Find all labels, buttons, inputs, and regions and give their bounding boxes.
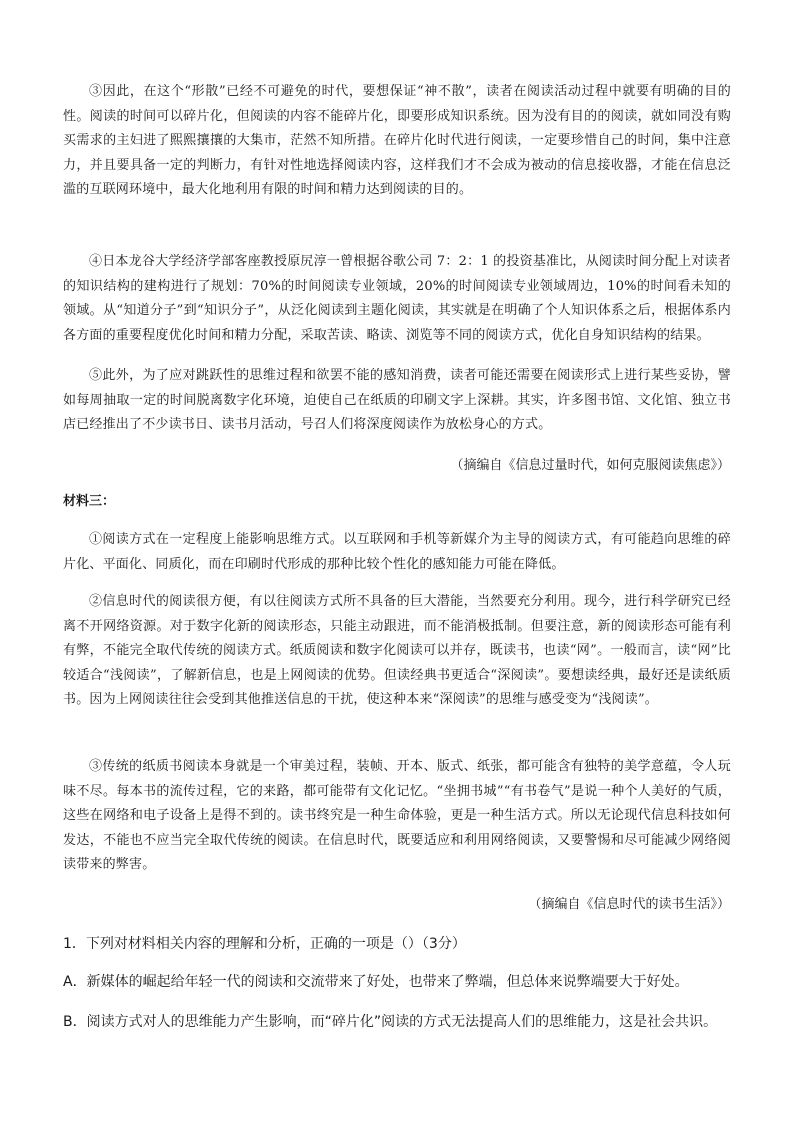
section-heading-material3: 材料三：: [63, 494, 116, 509]
paragraph-m3-3: ③传统的纸质书阅读本身就是一个审美过程，装帧、开本、版式、纸张，都可能含有独特的美学意蕴，令人玩味不尽。每本书的流传过程，它的来路，都可能带有文化记忆。“坐拥书城”“有书卷气”是说一种个人美好的气质，这些在网络和电子设备上是得不到的。读书终究是一种生命体验，更是一种生活方式。所以无论现代信息科技如何发达，不能也不应当完全取代传统的阅读。在信息时代，既要适应和利用网络阅读，又要警惕和尽可能减少网络阅读带来的弊害。: [63, 759, 731, 873]
paragraph-m2-5: ⑤此外，为了应对跳跃性的思维过程和欲罢不能的感知消费，读者可能还需要在阅读形式上进行某些妥协，譬如每周抽取一定的时间脱离数字化环境，迫使自己在纸质的印刷文字上深耕。其实，许多图书馆、文化馆、独立书店已经推出了不少读书日、读书月活动，号召人们将深度阅读作为放松身心的方式。: [63, 368, 731, 433]
question-stem: 1．下列对材料相关内容的理解和分析，正确的一项是（）（3分）: [63, 936, 466, 952]
option-b: B．阅读方式对人的思维能力产生影响，而“碎片化”阅读的方式无法提高人们的思维能力，这是社会共识。: [63, 1014, 718, 1030]
paragraph-m2-3: ③因此，在这个“形散”已经不可避免的时代，要想保证“神不散”，读者在阅读活动过程中就要有明确的目的性。阅读的时间可以碎片化，但阅读的内容不能碎片化，即要形成知识系统。因为没有目的的阅读，就如同没有购买需求的主妇进了熙熙攘攘的大集市，茫然不知所措。在碎片化时代进行阅读，一定要珍惜自己的时间，集中注意力，并且要具备一定的判断力，有针对性地选择阅读内容，这样我们才不会成为被动的信息接收器，才能在信息泛滥的互联网环境中，最大化地利用有限的时间和精力达到阅读的目的。: [63, 84, 731, 198]
source-citation-m2: （摘编自《信息过量时代，如何克服阅读焦虑》）: [450, 458, 730, 473]
option-a: A．新媒体的崛起给年轻一代的阅读和交流带来了好处，也带来了弊端，但总体来说弊端要大于好处。: [63, 974, 689, 990]
source-citation-m3: （摘编自《信息时代的读书生活》）: [528, 897, 730, 912]
paragraph-m3-2: ②信息时代的阅读很方便，有以往阅读方式所不具备的巨大潜能，当然要充分利用。现今，进行科学研究已经离不开网络资源。对于数字化新的阅读形态，只能主动跟进，而不能消极抵制。但要注意，新的阅读形态可能有利有弊，不能完全取代传统的阅读方式。纸质阅读和数字化阅读可以并存，既读书，也读“网”。一般而言，读“网”比较适合“浅阅读”，了解新信息，也是上网阅读的优势。但读经典书更适合“深阅读”。要想读经典，最好还是读纸质书。因为上网阅读往往会受到其他推送信息的干扰，使这种本来“深阅读”的思维与感受变为“浅阅读”。: [63, 594, 731, 708]
paragraph-m3-1: ①阅读方式在一定程度上能影响思维方式。以互联网和手机等新媒介为主导的阅读方式，有可能趋向思维的碎片化、平面化、同质化，而在印刷时代形成的那种比较个性化的感知能力可能在降低。: [63, 532, 731, 572]
paragraph-m2-4: ④日本龙谷大学经济学部客座教授原尻淳一曾根据谷歌公司 7：2：1 的投资基准比，从阅读时间分配上对读者的知识结构的建构进行了规划：70%的时间阅读专业领域，20%的时间阅读专业领域周边，10%的时间看未知的领域。从“知道分子”到“知识分子”，从泛化阅读到主题化阅读，其实就是在明确了个人知识体系之后，根据体系内各方面的重要程度优化时间和精力分配，采取苦读、略读、浏览等不同的阅读方式，优化自身知识结构的结果。: [63, 254, 731, 343]
